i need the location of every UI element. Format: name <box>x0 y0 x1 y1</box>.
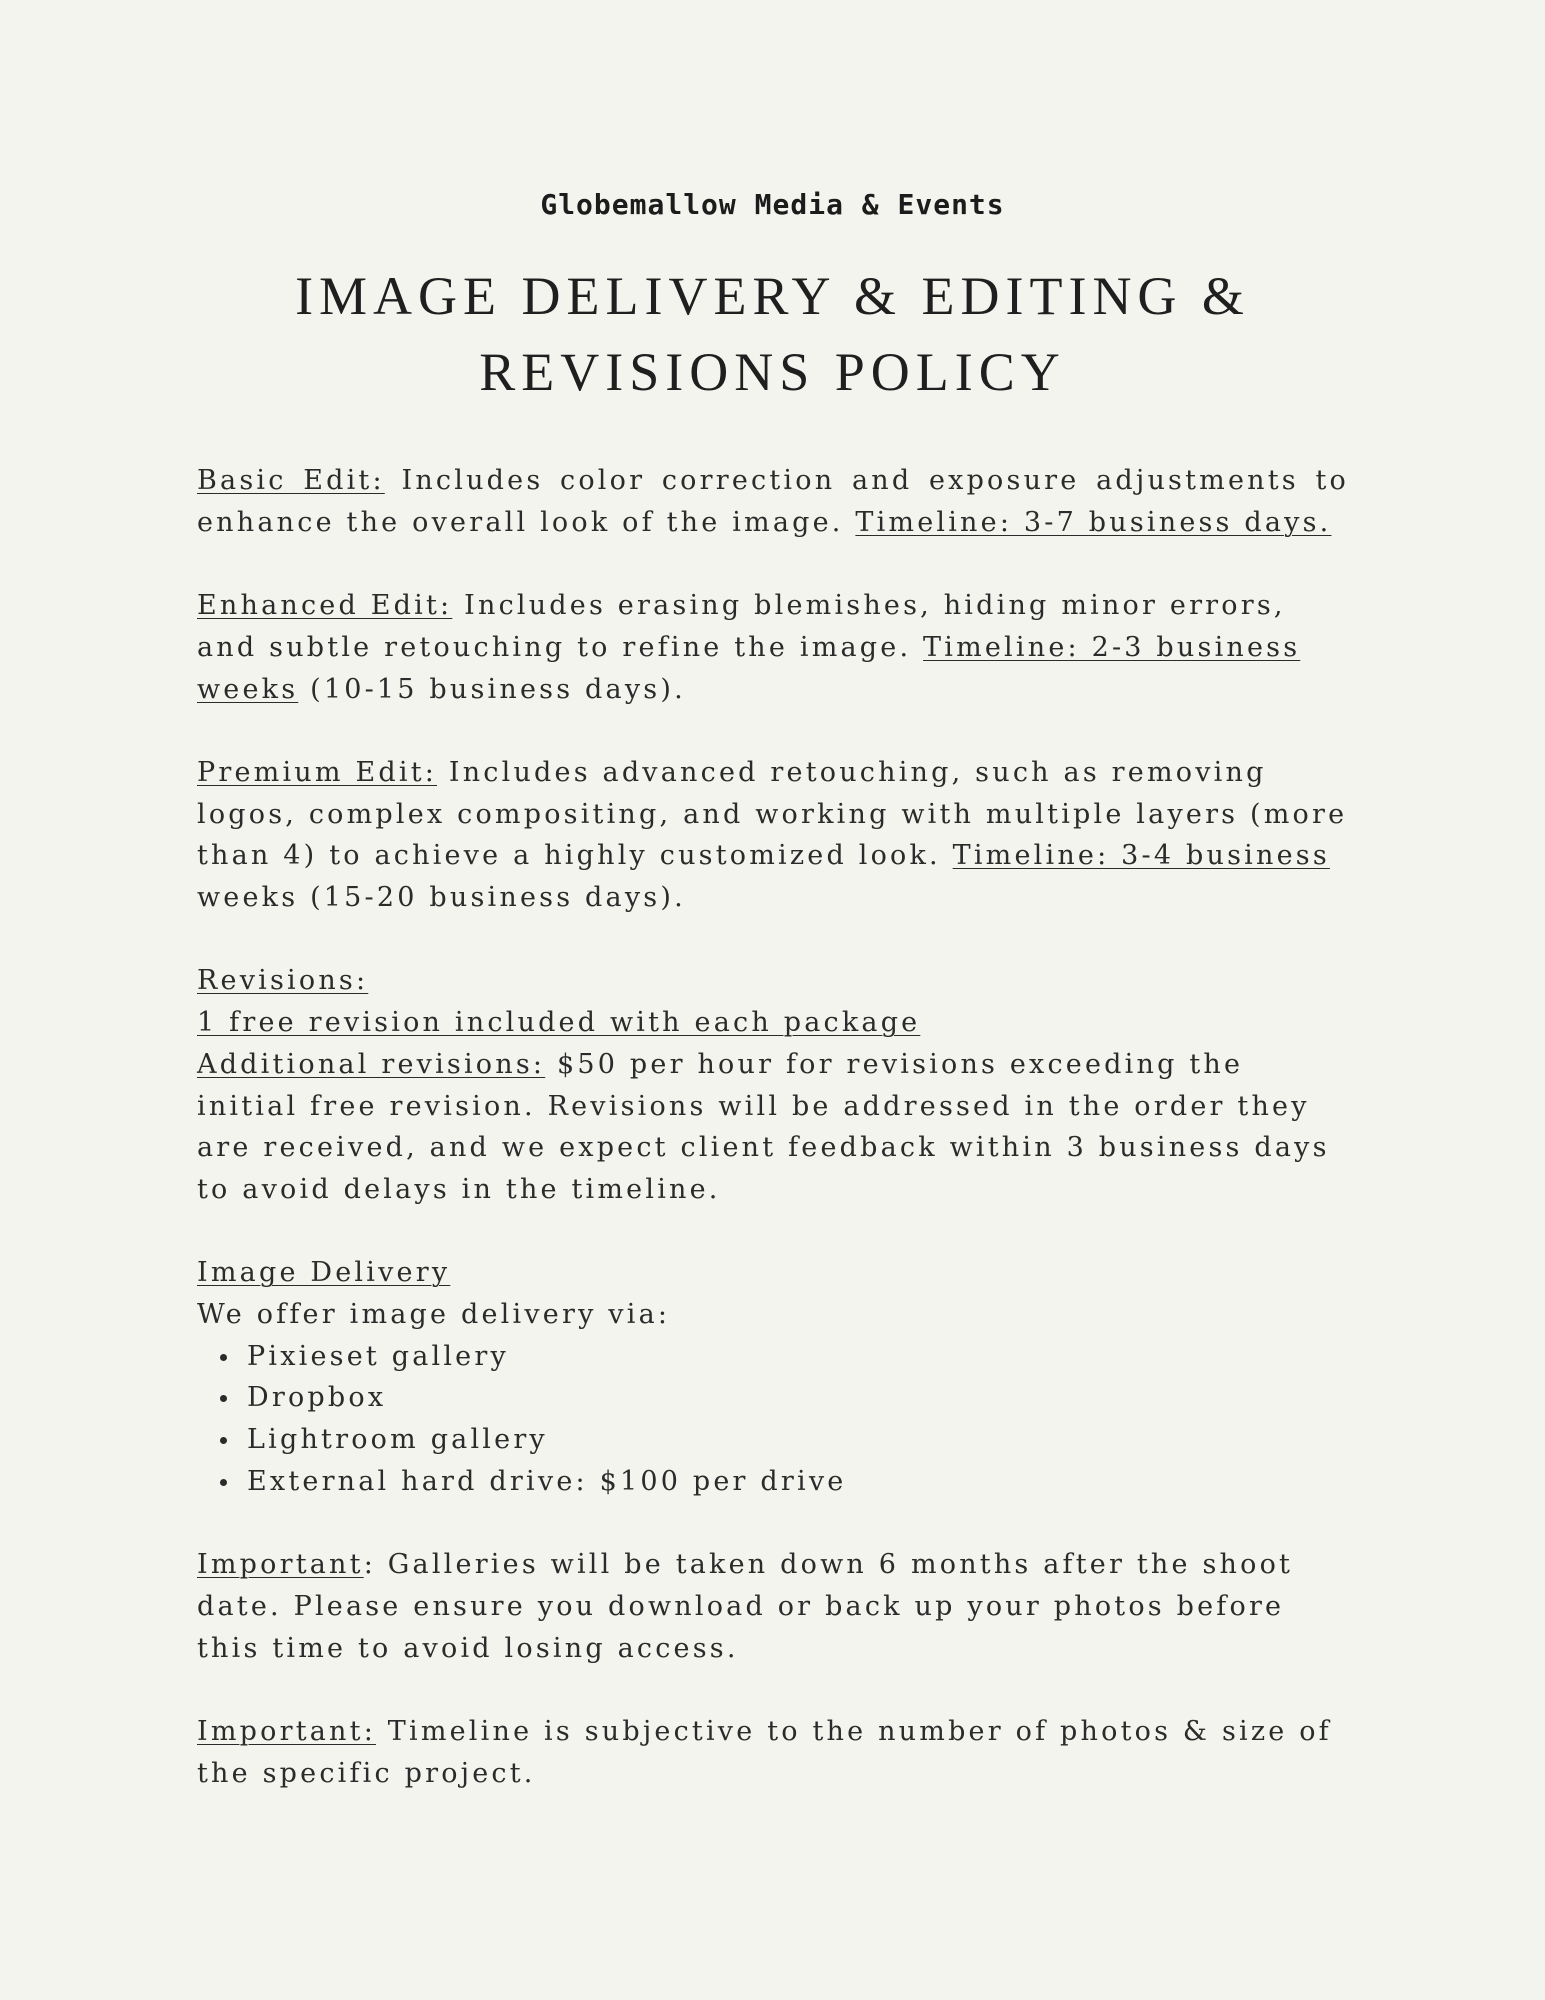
enhanced-edit-tail: (10-15 business days). <box>298 673 686 705</box>
page-title-line-1: IMAGE DELIVERY & EDITING & <box>295 266 1250 326</box>
company-name: Globemallow Media & Events <box>540 188 1005 221</box>
enhanced-edit-label: Enhanced Edit: <box>197 590 453 622</box>
enhanced-edit-timeline: Timeline: 2-3 business weeks <box>197 631 1301 705</box>
premium-edit-paragraph <box>197 752 1349 919</box>
delivery-options-list <box>197 1336 1349 1503</box>
free-revision-note: 1 free revision included with each package <box>197 1007 921 1039</box>
important-gallery-text: : Galleries will be taken down 6 months after the shoot date. Please ensure you download or back up your photos before this time to avoid losing access. <box>197 1549 1294 1664</box>
premium-edit-tail: weeks (15-20 business days). <box>197 882 686 913</box>
delivery-option: Dropbox <box>247 1377 1349 1419</box>
enhanced-edit-paragraph <box>197 585 1349 710</box>
basic-edit-text: Includes color correction and exposure adjustments to enhance the overall look of the image. <box>197 465 1349 538</box>
important-timeline-text: Timeline is subjective to the number of photos & size of the specific project. <box>197 1716 1332 1789</box>
additional-revisions-text: $50 per hour for revisions exceeding the initial free revision. Revisions will be addressed in the order they are received, and we expect client feedback within 3 business days to avoid delays in the timeline. <box>197 1048 1330 1205</box>
delivery-option: External hard drive: $100 per drive <box>247 1461 1349 1503</box>
page-title <box>0 258 1545 410</box>
basic-edit-timeline: Timeline: 3-7 business days. <box>855 506 1332 538</box>
delivery-option: Lightroom gallery <box>247 1419 1349 1461</box>
delivery-intro: We offer image delivery via: <box>197 1299 671 1330</box>
delivery-section <box>197 1252 1349 1502</box>
revisions-heading: Revisions: <box>197 965 369 997</box>
delivery-heading: Image Delivery <box>197 1257 451 1289</box>
additional-revisions-label: Additional revisions: <box>197 1048 546 1080</box>
delivery-option: Pixieset gallery <box>247 1336 1349 1378</box>
additional-revisions-paragraph <box>197 1044 1349 1211</box>
important-timeline-paragraph <box>197 1711 1349 1794</box>
important-gallery-label: Important <box>197 1549 364 1581</box>
premium-edit-timeline: Timeline: 3-4 business <box>952 840 1330 872</box>
premium-edit-label: Premium Edit: <box>197 756 438 788</box>
revisions-section <box>197 960 1349 1210</box>
important-timeline-label: Important: <box>197 1716 376 1747</box>
page-title-line-2: REVISIONS POLICY <box>479 342 1066 402</box>
policy-content <box>197 460 1349 1836</box>
enhanced-edit-text: Includes erasing blemishes, hiding minor errors, and subtle retouching to refine the image. <box>197 590 1286 663</box>
basic-edit-paragraph <box>197 460 1349 543</box>
important-gallery-paragraph <box>197 1544 1349 1669</box>
premium-edit-text: Includes advanced retouching, such as removing logos, complex compositing, and working with multiple layers (more than 4) to achieve a highly customized look. <box>197 756 1348 872</box>
basic-edit-label: Basic Edit: <box>197 465 385 496</box>
